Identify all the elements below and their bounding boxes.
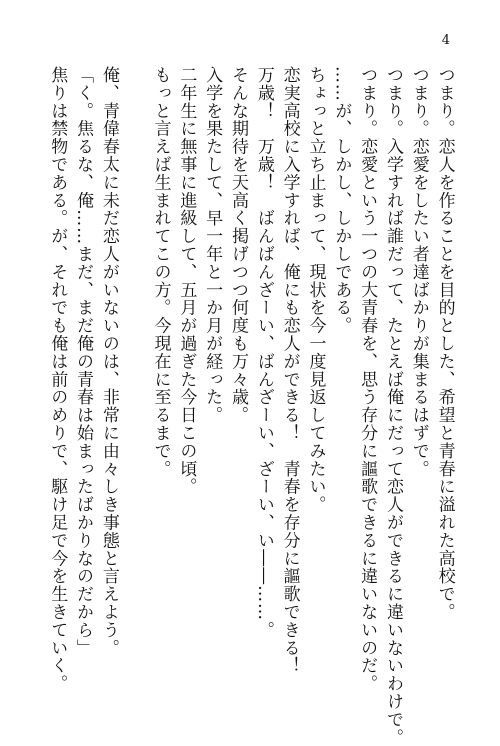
text-line: 俺、青偉春太に未だ恋人がいないのは、非常に由々しき事態と言えよう。 <box>98 66 119 657</box>
text-line: つまり。恋愛をしたい者達ばかりが集まるはずで。 <box>408 66 429 478</box>
text-line: 二年生に無事に進級して、五月が過ぎた今日この頃。 <box>176 66 197 496</box>
text-line: もっと言えば生まれてこの方。今現在に至るまで。 <box>150 66 171 478</box>
page-number: 4 <box>441 33 450 48</box>
text-line: 「く。焦るな、俺……まだ、まだ俺の青春は始まったばかりなのだから」 <box>73 66 94 657</box>
vertical-text-block <box>43 66 456 746</box>
text-line: つまり。入学すれば誰だって、たとえば俺にだって恋人ができるに違いないわけで。 <box>382 66 403 746</box>
text-line: 焦りは禁物である。が、それでも俺は前のめりで、駆け足で今を生きていく。 <box>47 66 68 693</box>
text-line: つまり。恋愛という一つの大青春を、思う存分に謳歌できるに違いないのだ。 <box>357 66 378 693</box>
text-line: 入学を果たして、早一年と一か月が経った。 <box>202 66 223 424</box>
text-line: 万歳！ 万歳！ ばんばんざーい、ばんざーい、ざーい、い――……。 <box>253 66 274 639</box>
text-line: つまり。恋人を作ることを目的とした、希望と青春に溢れた高校で。 <box>434 66 455 621</box>
paragraph-gap <box>121 66 147 636</box>
text-line: ……が、しかし、しかしである。 <box>331 66 352 335</box>
text-line: ちょっと立ち止まって、現状を今一度見返してみたい。 <box>305 66 326 514</box>
text-line: 恋実高校に入学すれば、俺にも恋人ができる！ 青春を存分に謳歌できる！ <box>279 66 300 675</box>
text-line: そんな期待を天高く掲げつつ何度も万々歳。 <box>228 66 248 424</box>
